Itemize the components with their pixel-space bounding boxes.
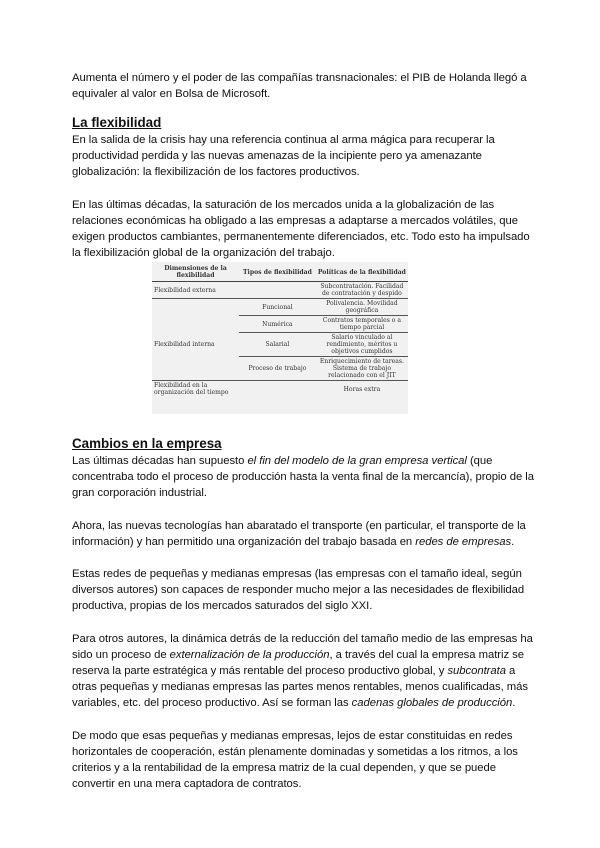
flexibilidad-paragraph-1: En la salida de la crisis hay una referencia continua al arma mágica para recuperar la productividad perdida y las nuevas amenazas de la incipiente pero ya amenazante globalización: la flexibilización de los factores productivos. [72, 134, 495, 179]
emphasis-text: cadenas globales de producción [351, 697, 513, 710]
flexibility-table [152, 262, 408, 397]
table-cell: Subcontratación. Facilidad de contratación y despido [316, 282, 408, 299]
table-cell: Proceso de trabajo [239, 357, 316, 381]
table-cell: Enriquecimiento de tareas. Sistema de trabajo relacionado con el JIT [316, 357, 408, 381]
cambios-paragraph-3: Estas redes de pequeñas y medianas empresas (las empresas con el tamaño ideal, según diversos autores) son capaces de responder mucho mejor a las necesidades de flexibilidad productiva, propias de los mercados saturados del siglo XXI. [72, 568, 525, 613]
table-cell: Horas extra [343, 385, 381, 393]
emphasis-text: externalización de la producción [169, 648, 330, 661]
table-row [152, 381, 408, 398]
table-row [152, 357, 408, 381]
flexibilidad-paragraph-2: En las últimas décadas, la saturación de los mercados unida a la globalización de las relaciones económicas ha obligado a las empresas a adaptarse a mercados volátiles, que exigen productos cambiantes, permanentemente diferenciados, etc. Todo esto ha impulsado la flexibilización global de la organización del trabajo. [72, 198, 530, 260]
table-header-tipo: Tipos de flexibilidad [239, 262, 316, 282]
table-row [152, 299, 408, 316]
intro-paragraph: Aumenta el número y el poder de las compañías transnacionales: el PIB de Holanda llegó a equivaler al valor en Bolsa de Microsoft. [72, 72, 527, 101]
text-run: Las últimas décadas han supuesto [72, 455, 248, 467]
table-cell [152, 357, 239, 381]
table-cell: Flexibilidad en la organización del tiempo [154, 382, 229, 396]
cambios-section [72, 436, 534, 792]
cambios-paragraph-2 [72, 518, 534, 550]
table-cell: Polivalencia. Movilidad geográfica [316, 299, 408, 316]
table-cell: Funcional [239, 299, 316, 316]
emphasis-text: el fin del modelo de la gran empresa vertical [247, 455, 467, 467]
table-cell: Flexibilidad interna [154, 341, 215, 348]
table-row [152, 282, 408, 299]
table-header-row [152, 262, 408, 282]
text-run: Para otros autores, la dinámica detrás de la reducción del tamaño medio de las empresas ha sido un proceso de [72, 632, 533, 661]
intro-paragraph-block [72, 70, 534, 102]
emphasis-text: redes de empresas [415, 535, 512, 548]
text-run: (que concentraba todo el proceso de producción hasta la venta final de la mercancía), propio de la gran corporación industrial. [72, 455, 534, 500]
table-header-dim: Dimensiones de la flexibilidad [152, 262, 239, 282]
heading-flexibilidad: La flexibilidad [72, 115, 162, 130]
text-run: . [511, 535, 515, 548]
flexibilidad-section [72, 115, 534, 261]
table-cell: Numérica [239, 316, 316, 333]
text-run: Ahora, las nuevas tecnologías han abaratado el transporte (en particular, el transporte de la información) y han permitido una organización del trabajo basada en [72, 519, 526, 548]
table-cell [152, 299, 239, 316]
table-cell: Flexibilidad externa [152, 282, 239, 299]
text-run: . [512, 697, 516, 710]
table-cell [239, 381, 316, 398]
table-cell: Salario vinculado al rendimiento, méritos u objetivos cumplidos [316, 333, 408, 357]
table-cell: Contratos temporales o a tiempo parcial [316, 316, 408, 333]
cambios-paragraph-1 [72, 453, 534, 502]
text-run: , a través del cual la empresa matriz se reserva la parte estratégica y más rentable del proceso productivo global, y [72, 648, 524, 678]
cambios-paragraph-4 [72, 631, 534, 712]
heading-cambios: Cambios en la empresa [72, 436, 222, 451]
cambios-paragraph-5: De modo que esas pequeñas y medianas empresas, lejos de estar constituidas en redes horizontales de cooperación, están plenamente dominadas y sometidas a los ritmos, a los criterios y a la rentabilidad de la empresa matriz de la cual dependen, y que se puede convertir en una mera captadora de contratos. [72, 729, 518, 791]
table-row [152, 333, 408, 357]
flexibility-table-image [152, 262, 408, 414]
table-header-pol: Políticas de la flexibilidad [316, 262, 408, 282]
table-cell: Salarial [239, 333, 316, 357]
emphasis-text: subcontrata [447, 665, 506, 678]
table-row [152, 316, 408, 333]
table-cell [152, 316, 239, 333]
table-cell [239, 282, 316, 299]
text-run: a otras pequeñas y medianas empresas las partes menos rentables, menos cualificadas, más variables, etc. del proceso productivo. Así se forman las [72, 665, 528, 710]
